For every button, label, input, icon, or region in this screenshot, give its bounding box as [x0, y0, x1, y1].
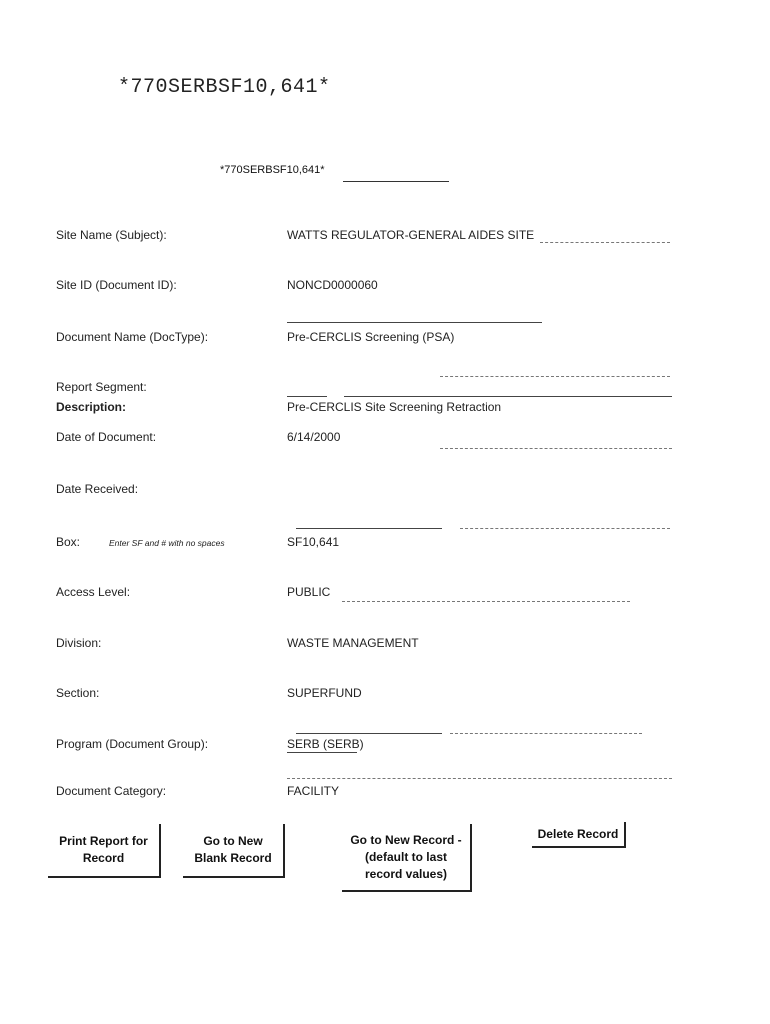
report-segment-label: Report Segment:	[56, 380, 147, 394]
division-value[interactable]: WASTE MANAGEMENT	[287, 636, 419, 650]
date-of-document-value[interactable]: 6/14/2000	[287, 430, 341, 444]
access-level-value[interactable]: PUBLIC	[287, 585, 331, 599]
report-segment-line-a	[287, 396, 327, 397]
barcode-label: *770SERBSF10,641*	[220, 164, 325, 176]
box-label: Box:	[56, 535, 81, 549]
division-label: Division:	[56, 636, 102, 650]
barcode-underline	[343, 181, 449, 182]
delete-record-button-label: Delete Record	[537, 826, 619, 841]
section-value[interactable]: SUPERFUND	[287, 686, 362, 700]
new-blank-record-button-label: Go to New Blank Record	[194, 834, 272, 865]
document-name-topline	[287, 322, 542, 323]
access-level-label: Access Level:	[56, 585, 131, 599]
program-label: Program (Document Group):	[56, 737, 209, 751]
date-of-document-label: Date of Document:	[56, 430, 157, 444]
box-hint: Enter SF and # with no spaces	[109, 538, 225, 548]
barcode-text: *770SERBSF10,641*	[118, 76, 331, 99]
document-name-value[interactable]: Pre-CERCLIS Screening (PSA)	[287, 330, 455, 344]
date-received-label: Date Received:	[56, 482, 139, 496]
description-label: Description:	[56, 400, 127, 414]
program-topline	[296, 733, 442, 734]
document-name-label: Document Name (DocType):	[56, 330, 209, 344]
report-segment-line-b	[344, 396, 672, 397]
access-level-underline	[342, 601, 630, 602]
new-record-default-button-label: Go to New Record - (default to last record values)	[350, 832, 462, 881]
new-blank-record-button[interactable]	[183, 824, 285, 878]
document-category-label: Document Category:	[56, 784, 167, 798]
box-topline-dash	[460, 528, 670, 529]
print-report-button-label: Print Report for Record	[59, 834, 148, 865]
new-record-default-button[interactable]	[342, 824, 472, 892]
document-category-topline	[287, 778, 672, 779]
document-category-value[interactable]: FACILITY	[287, 784, 340, 798]
date-of-document-underline	[440, 448, 672, 449]
box-value[interactable]: SF10,641	[287, 535, 340, 549]
box-topline	[296, 528, 442, 529]
site-name-label: Site Name (Subject):	[56, 228, 167, 242]
site-name-value[interactable]: WATTS REGULATOR-GENERAL AIDES SITE	[287, 228, 535, 242]
section-label: Section:	[56, 686, 100, 700]
program-topline-dash	[450, 733, 642, 734]
description-value[interactable]: Pre-CERCLIS Site Screening Retraction	[287, 400, 502, 414]
print-report-button[interactable]	[48, 824, 161, 878]
program-value[interactable]: SERB (SERB)	[287, 737, 364, 751]
site-id-label: Site ID (Document ID):	[56, 278, 177, 292]
delete-record-button[interactable]	[532, 822, 626, 848]
program-underline	[287, 752, 357, 753]
report-segment-topline	[440, 376, 670, 377]
site-id-value[interactable]: NONCD0000060	[287, 278, 378, 292]
site-name-underline	[540, 242, 670, 243]
